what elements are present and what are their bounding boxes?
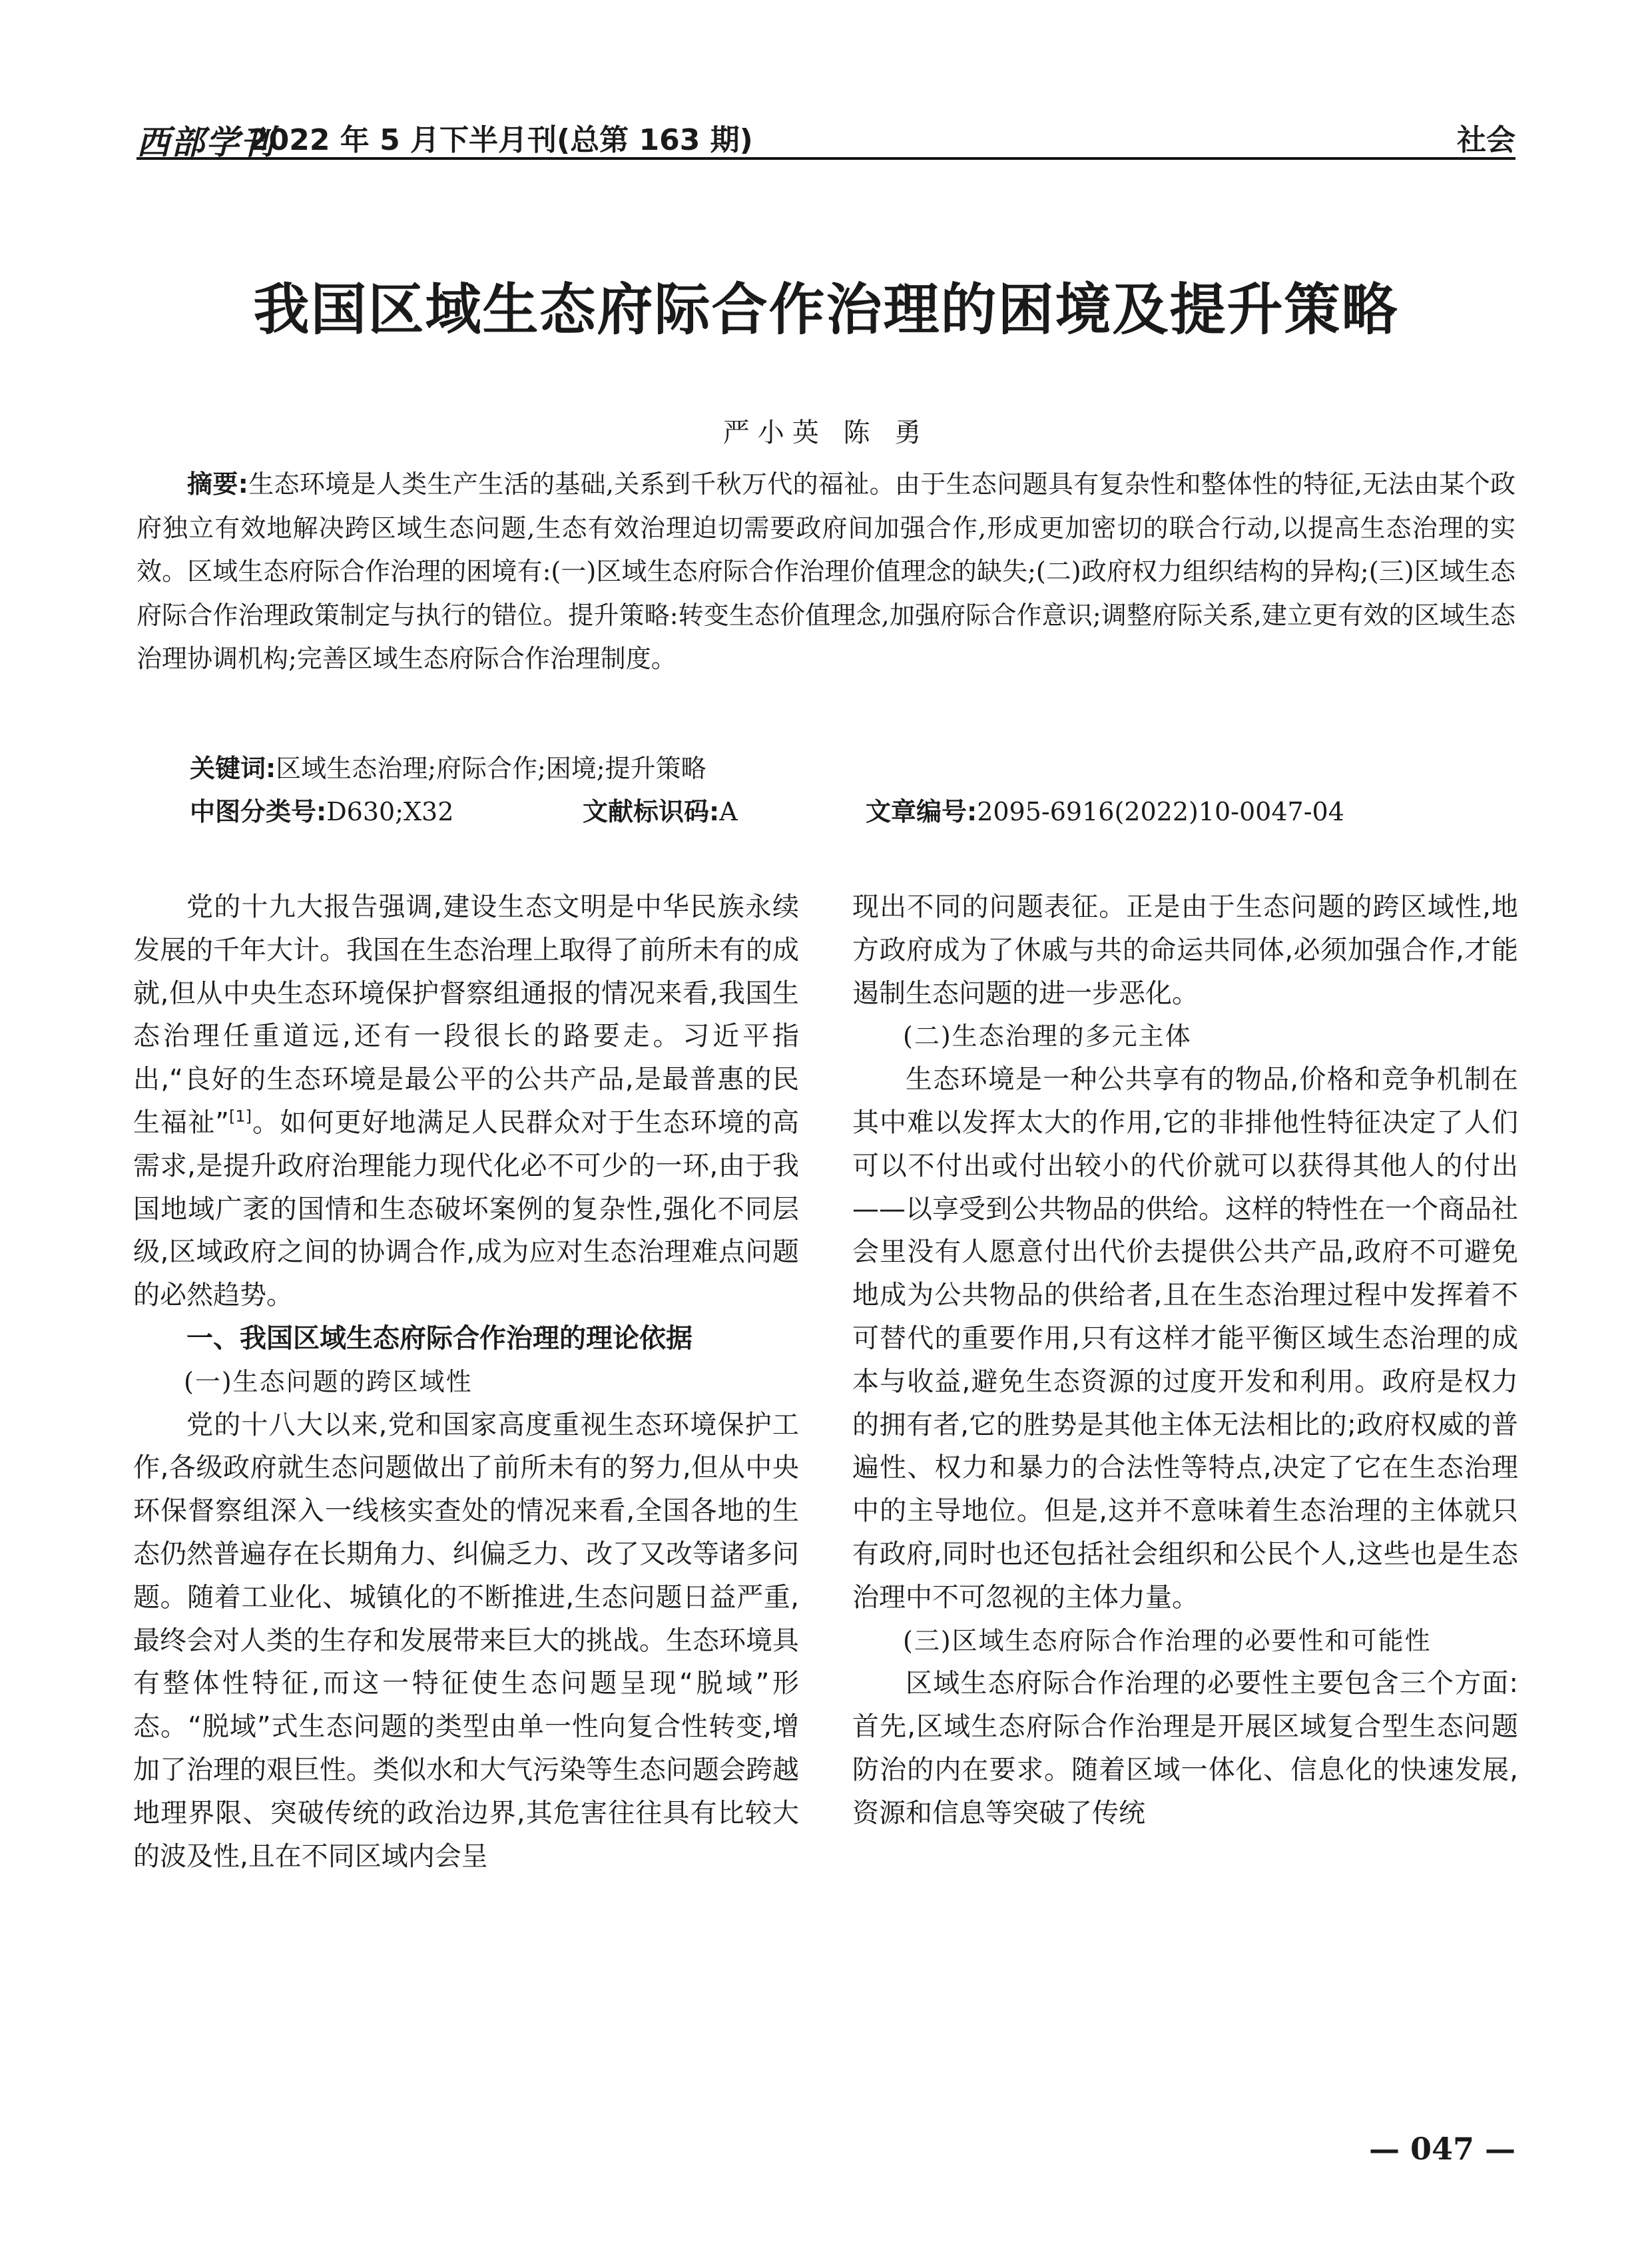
intro-text-1: 党的十九大报告强调,建设生态文明是中华民族永续发展的千年大计。我国在生态治理上取得了前所未有的成就,但从中央生态环境保护督察组通报的情况来看,我国生态治理任重道远,还有一段很长的路要走。习近平指出,“良好的生态环境是最公平的公共产品,是最普惠的民生福祉” (133, 892, 799, 1138)
article-number (866, 790, 1344, 834)
document-code (583, 790, 738, 834)
keywords-text: 区域生态治理;府际合作;困境;提升策略 (276, 754, 706, 783)
continued-paragraph: 现出不同的问题表征。正是由于生态问题的跨区域性,地方政府成为了休戚与共的命运共同体,必须加强合作,才能遏制生态问题的进一步恶化。 (852, 892, 1518, 1009)
running-header (137, 112, 1515, 160)
clc-number (190, 790, 453, 834)
page-number: — 047 — (1368, 2131, 1515, 2167)
right-column (852, 886, 1518, 1835)
doc-label: 文献标识码: (583, 797, 720, 826)
keywords (190, 747, 706, 790)
subsection-heading-1: (一)生态问题的跨区域性 (184, 1366, 473, 1396)
article-number-value: 2095-6916(2022)10-0047-04 (977, 797, 1344, 826)
article-title: 我国区域生态府际合作治理的困境及提升策略 (253, 276, 1399, 342)
subsection-1-paragraph: 党的十八大以来,党和国家高度重视生态环境保护工作,各级政府就生态问题做出了前所未有的努力,但从中央环保督察组深入一线核实查处的情况来看,全国各地的生态仍然普遍存在长期角力、纠偏乏力、改了又改等诸多问题。随着工业化、城镇化的不断推进,生态问题日益严重,最终会对人类的生存和发展带来巨大的挑战。生态环境具有整体性特征,而这一特征使生态问题呈现“脱域”形态。“脱域”式生态问题的类型由单一性向复合性转变,增加了治理的艰巨性。类似水和大气污染等生态问题会跨越地理界限、突破传统的政治边界,其危害往往具有比较大的波及性,且在不同区域内会呈 (133, 1409, 799, 1872)
intro-text-2: 。如何更好地满足人民群众对于生态环境的高需求,是提升政府治理能力现代化必不可少的一环,由于我国地域广袤的国情和生态破坏案例的复杂性,强化不同层级,区域政府之间的协调合作,成为应对生态治理难点问题的必然趋势。 (133, 1107, 800, 1311)
abstract (137, 463, 1515, 681)
abstract-label: 摘要: (187, 469, 248, 499)
left-column (133, 886, 799, 1878)
abstract-text: 生态环境是人类生产生活的基础,关系到千秋万代的福祉。由于生态问题具有复杂性和整体性的特征,无法由某个政府独立有效地解决跨区域生态问题,生态有效治理迫切需要政府间加强合作,形成更加密切的联合行动,以提高生态治理的实效。区域生态府际合作治理的困境有:(一)区域生态府际合作治理价值理念的缺失;(二)政府权力组织结构的异构;(三)区域生态府际合作治理政策制定与执行的错位。提升策略:转变生态价值理念,加强府际合作意识;调整府际关系,建立更有效的区域生态治理协调机构;完善区域生态府际合作治理制度。 (137, 469, 1515, 673)
subsection-3-paragraph: 区域生态府际合作治理的必要性主要包含三个方面:首先,区域生态府际合作治理是开展区域复合型生态问题防治的内在要求。随着区域一体化、信息化的快速发展,资源和信息等突破了传统 (852, 1668, 1518, 1828)
citation-marker: [1] (229, 1107, 252, 1126)
doc-value: A (719, 797, 738, 826)
section-heading-1: 一、我国区域生态府际合作治理的理论依据 (186, 1322, 692, 1354)
section-name: 社会 (1457, 123, 1515, 157)
journal-logo: 西部学刊 (137, 123, 275, 162)
subsection-heading-3: (三)区域生态府际合作治理的必要性和可能性 (903, 1625, 1432, 1655)
article-number-label: 文章编号: (866, 797, 977, 826)
header-rule (137, 157, 1515, 160)
clc-value: D630;X32 (326, 797, 454, 826)
subsection-2-paragraph: 生态环境是一种公共享有的物品,价格和竞争机制在其中难以发挥太大的作用,它的非排他性特征决定了人们可以不付出或付出较小的代价就可以获得其他人的付出——以享受到公共物品的供给。这样的特性在一个商品社会里没有人愿意付出代价去提供公共产品,政府不可避免地成为公共物品的供给者,且在生态治理过程中发挥着不可替代的重要作用,只有这样才能平衡区域生态治理的成本与收益,避免生态资源的过度开发和利用。政府是权力的拥有者,它的胜势是其他主体无法相比的;政府权威的普遍性、权力和暴力的合法性等特点,决定了它在生态治理中的主导地位。但是,这并不意味着生态治理的主体就只有政府,同时也还包括社会组织和公民个人,这些也是生态治理中不可忽视的主体力量。 (852, 1064, 1518, 1613)
clc-label: 中图分类号: (190, 797, 327, 826)
intro-paragraph (133, 886, 799, 1317)
classification-row (190, 790, 1515, 834)
article-authors: 严小英 陈 勇 (722, 418, 930, 448)
issue-info: 2022 年 5 月下半月刊(总第 163 期) (248, 123, 753, 157)
subsection-heading-2: (二)生态治理的多元主体 (903, 1021, 1192, 1051)
keywords-label: 关键词: (190, 754, 276, 783)
